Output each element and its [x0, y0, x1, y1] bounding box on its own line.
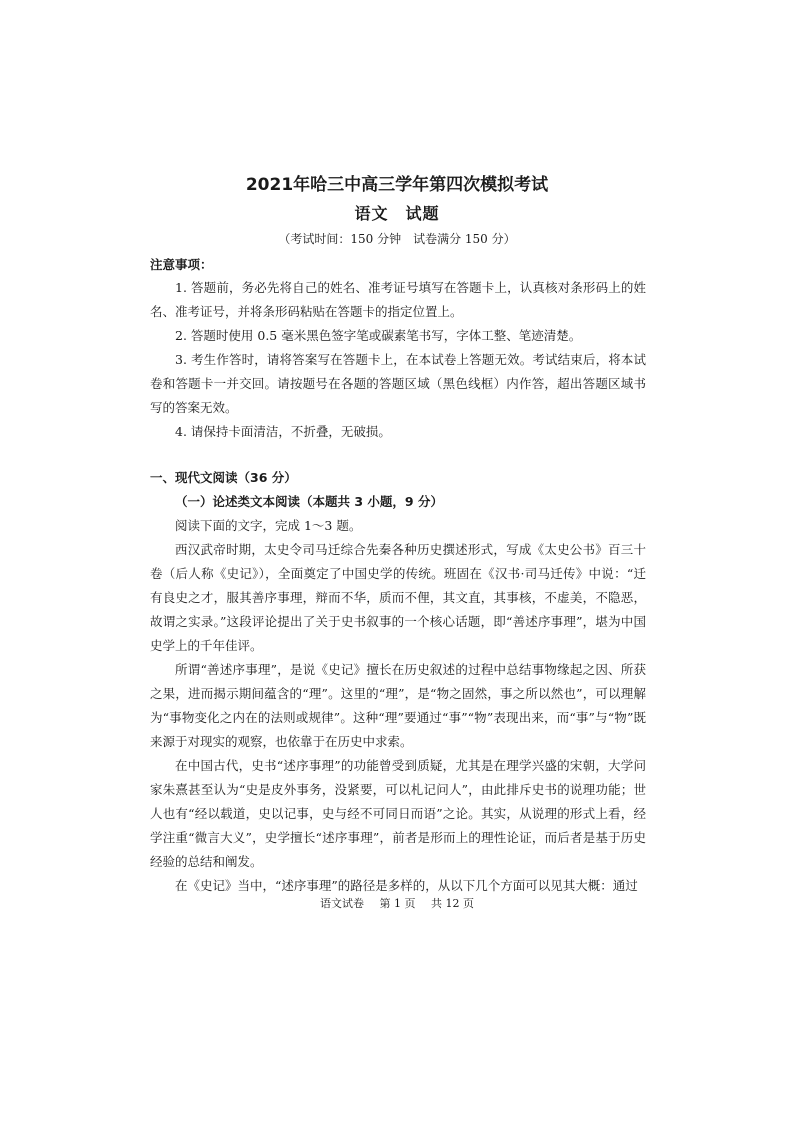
- reading-passage: [150, 538, 646, 898]
- passage-paragraph: 所谓“善述序事理”，是说《史记》擅长在历史叙述的过程中总结事物缘起之因、所获之果，进而揭示期间蕴含的“理”。这里的“理”，是“物之固然，事之所以然也”，可以理解为“事物变化之内在的法则或规律”。这种“理”要通过“事”“物”表现出来，而“事”与“物”既来源于对现实的观察，也依靠于在历史中求索。: [150, 662, 646, 749]
- notice-item: 2. 答题时使用 0.5 毫米黑色签字笔或碳素笔书写，字体工整、笔迹清楚。: [175, 328, 582, 343]
- notice-heading: 注意事项：: [150, 257, 213, 272]
- passage-paragraph: 在《史记》当中，“述序事理”的路径是多样的，从以下几个方面可以见其大概：通过: [175, 878, 638, 893]
- exam-title: 2021年哈三中高三学年第四次模拟考试: [245, 175, 549, 195]
- passage-paragraph: 西汉武帝时期，太史令司马迁综合先秦各种历史撰述形式，写成《太史公书》百三十卷（后人称《史记》），全面奠定了中国史学的传统。班固在《汉书·司马迁传》中说：“迁有良史之才，服其善序事理，辩而不华，质而不俚，其文直，其事核，不虚美，不隐恶，故谓之实录。”这段评论提出了关于史书叙事的一个核心话题，即“善述序事理”，堪为中国史学上的千年佳评。: [150, 542, 646, 653]
- notice-item: 3. 考生作答时，请将答案写在答题卡上，在本试卷上答题无效。考试结束后，将本试卷和答题卡一并交回。请按题号在各题的答题区域（黑色线框）内作答，超出答题区域书写的答案无效。: [150, 352, 646, 415]
- notice-item: 1. 答题前，务必先将自己的姓名、准考证号填写在答题卡上，认真核对条形码上的姓名、准考证号，并将条形码粘贴在答题卡的指定位置上。: [150, 280, 646, 319]
- subsection-heading: （一）论述类文本阅读（本题共 3 小题，9 分）: [175, 494, 443, 509]
- footer-total-pages: 共 12 页: [431, 897, 474, 910]
- footer-subject: 语文试卷: [320, 897, 364, 910]
- passage-paragraph: 在中国古代，史书“述序事理”的功能曾受到质疑，尤其是在理学兴盛的宋朝，大学问家朱熹甚至认为“史是皮外事务，没紧要，可以札记问人”，由此排斥史书的说理功能；世人也有“经以载道，史以记事，史与经不可同日而语”之论。其实，从说理的形式上看，经学注重“微言大义”，史学擅长“述序事理”，前者是形而上的理性论证，而后者是基于历史经验的总结和阐发。: [150, 758, 646, 869]
- notice-item: 4. 请保持卡面清洁，不折叠，无破损。: [175, 424, 391, 439]
- footer-page-number: 第 1 页: [379, 897, 416, 910]
- exam-content: [150, 254, 646, 898]
- reading-instruction: 阅读下面的文字，完成 1～3 题。: [175, 518, 362, 533]
- exam-subtitle: 语文 试题: [354, 204, 440, 223]
- page-footer: [0, 895, 794, 911]
- exam-time-info: （考试时间：150 分钟 试卷满分 150 分）: [278, 232, 516, 246]
- section-heading: 一、现代文阅读（36 分）: [150, 470, 297, 485]
